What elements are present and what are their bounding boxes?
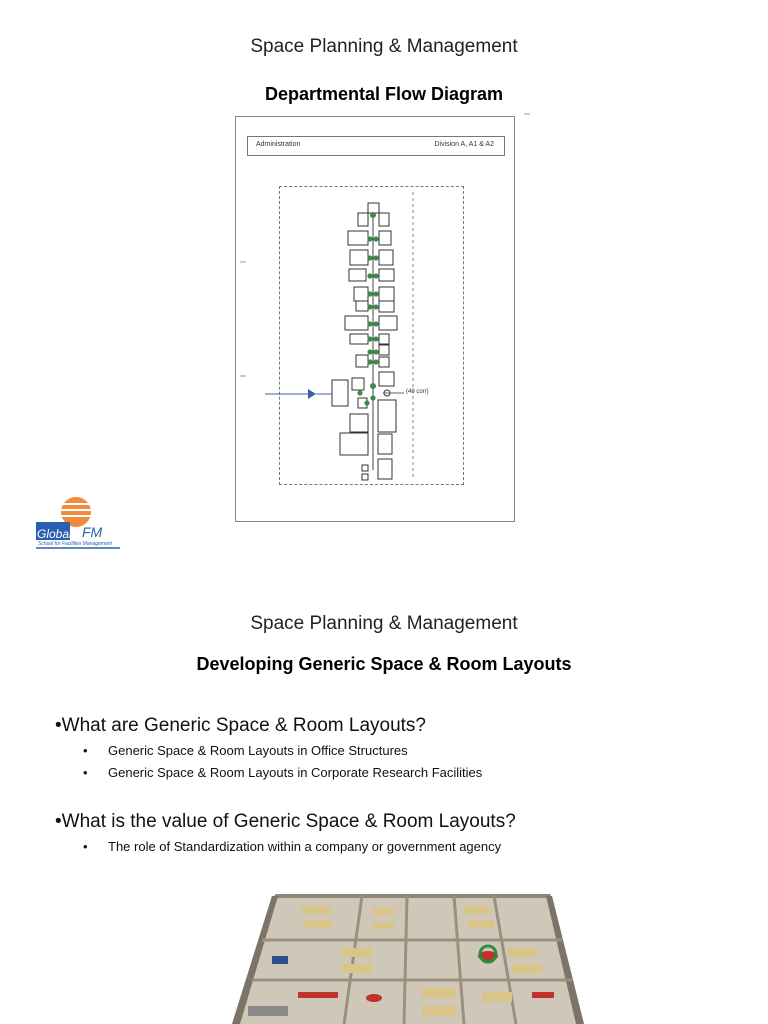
section1-item (83, 765, 482, 780)
entry-arrow (265, 389, 332, 399)
room-box (356, 301, 368, 311)
room-box (362, 465, 368, 471)
office-render-graphic (232, 888, 584, 1024)
room-box (352, 378, 364, 390)
room-box (379, 287, 394, 301)
room-box (379, 301, 394, 312)
room-box (379, 357, 389, 367)
section1-heading: •What are Generic Space & Room Layouts? (55, 715, 427, 736)
room-box (379, 250, 393, 265)
room-box (354, 287, 368, 301)
bullet-dot: • (83, 839, 88, 854)
section2-heading: •What is the value of Generic Space & Room Layouts? (55, 811, 516, 832)
bullet-dot: • (83, 765, 88, 780)
flow-node (370, 212, 376, 218)
diagram-header-left: Administration (256, 141, 301, 148)
room-box (332, 380, 348, 406)
room-box (378, 434, 392, 454)
room-box (378, 400, 396, 432)
room-box (378, 459, 392, 479)
corr-label: (40 corr) (406, 389, 429, 395)
room-box (379, 269, 394, 281)
room-boxes (332, 203, 397, 480)
room-box (379, 316, 397, 330)
room-box (379, 231, 391, 245)
room-box (379, 372, 394, 386)
globalfm-logo (36, 490, 120, 562)
room-box (350, 334, 368, 344)
office-layout-render (232, 888, 584, 1024)
room-box (379, 345, 389, 355)
section1-item-text: Generic Space & Room Layouts in Office Structures (108, 743, 408, 758)
logo-graphic (36, 490, 120, 562)
slide2-subtitle: Developing Generic Space & Room Layouts (196, 654, 572, 674)
room-box (350, 250, 368, 265)
room-box (356, 355, 368, 367)
room-box (345, 316, 368, 330)
slide2-title: Space Planning & Management (250, 613, 518, 634)
section1-item-text: Generic Space & Room Layouts in Corporate Research Facilities (108, 765, 483, 780)
slide1-title: Space Planning & Management (250, 36, 518, 57)
logo-brand-left: Global (37, 527, 72, 541)
room-box (379, 213, 389, 226)
room-box (340, 433, 368, 455)
room-box (362, 474, 368, 480)
room-box (379, 334, 389, 344)
room-box (358, 213, 368, 226)
room-box (348, 231, 368, 245)
section2-item (83, 839, 501, 854)
section2-item-text: The role of Standardization within a company or government agency (108, 839, 502, 854)
room-box (350, 414, 368, 432)
room-box (368, 203, 379, 213)
logo-tagline: School for Facilities Management (38, 541, 112, 547)
diagram-header-right: Division A, A1 & A2 (434, 141, 494, 148)
section1-item (83, 743, 408, 758)
slide1-subtitle: Departmental Flow Diagram (264, 84, 504, 104)
logo-brand-right: FM (82, 524, 103, 540)
room-box (349, 269, 366, 281)
bullet-dot: • (83, 743, 88, 758)
